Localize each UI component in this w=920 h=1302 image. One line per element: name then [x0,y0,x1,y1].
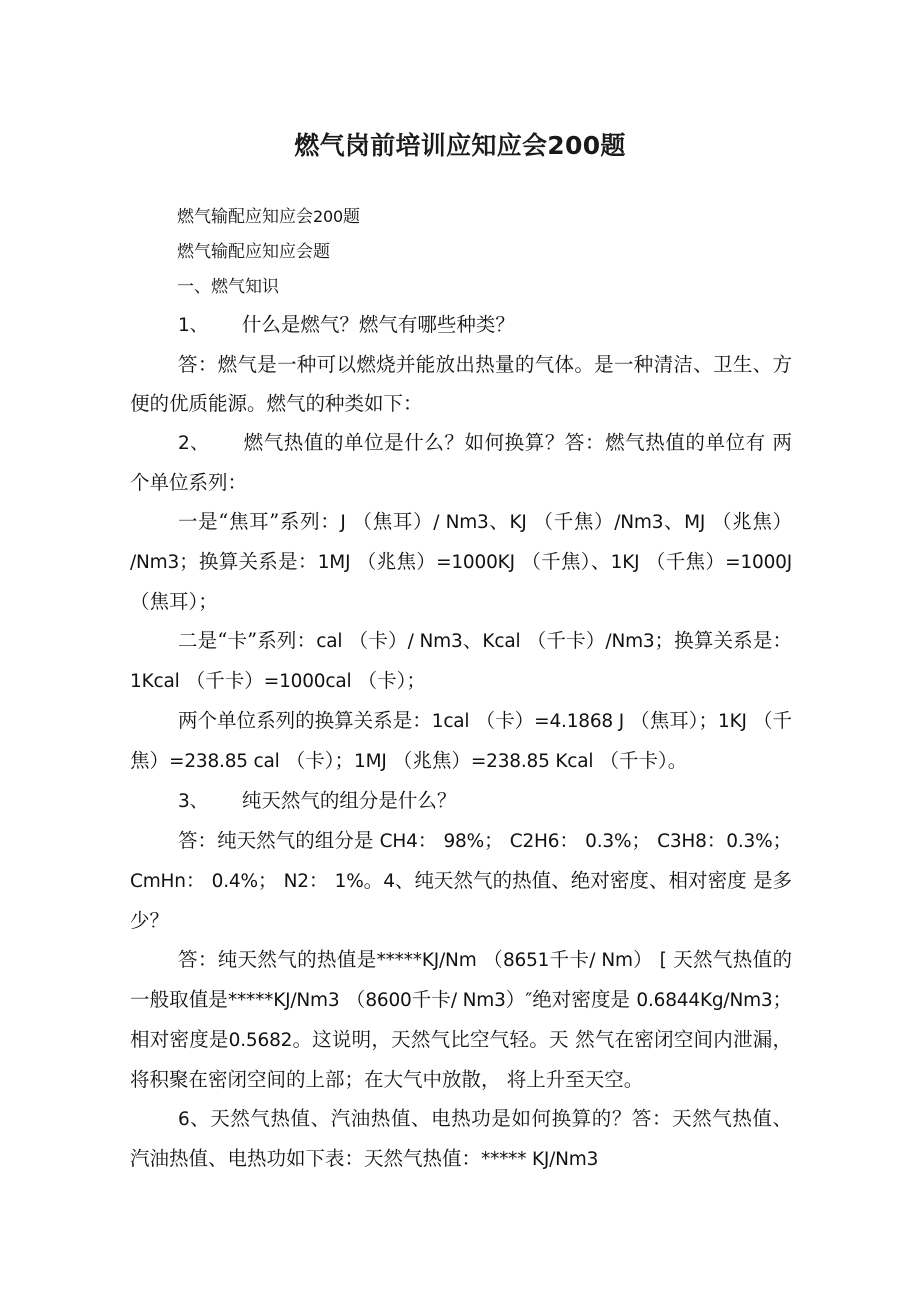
latin-run: =1000KJ [436,552,515,573]
latin-run: CH4 [379,831,418,852]
latin-run: 0.3% [726,831,773,852]
latin-run: C3H8 [657,831,707,852]
answer-3-composition: 答：纯天然气的组分是 CH4： 98%； C2H6： 0.3%； C3H8：0.3%； CmHn： 0.4%； N2： 1%。4、纯天然气的热值、绝对密度、相对密度 是多少？ [130,829,793,932]
latin-run: 1cal [431,711,470,732]
question-2-number: 2、 [178,433,210,454]
latin-run: /Nm3 [605,631,655,652]
latin-run: 1Kcal [130,671,180,692]
latin-run: ″ [525,990,533,1011]
question-1-text: 什么是燃气？燃气有哪些种类？ [241,313,515,336]
latin-run: Kcal [482,631,521,652]
document-body [130,199,792,1179]
latin-run: 0.6844Kg/Nm3 [636,990,773,1011]
latin-run: *****KJ/Nm3 [227,990,340,1011]
latin-run: 1KJ [718,711,747,732]
latin-run: MJ [684,512,706,533]
question-3-text: 纯天然气的组分是什么？ [241,789,457,812]
answer-4-heat-value: 答：纯天然气的热值是*****KJ/Nm （8651千卡/ Nm） [ 天然气热值的一般取值是*****KJ/Nm3 （8600千卡/ Nm3）″绝对密度是 0.6844Kg/Nm3；相对密度是0.5682。这说明，天然气比空气轻。天 然气在密闭空间内泄漏，将积聚在密闭空间的上部；在大气中放散， 将上升至天空。 [130,948,792,1091]
latin-run: =1000cal [263,671,352,692]
latin-run: cal [316,631,343,652]
latin-run: 8651 [502,950,550,971]
latin-run: C2H6 [509,831,560,852]
latin-run: =238.85 cal [169,751,280,772]
latin-run: / Nm3 [433,512,489,533]
latin-run: 200 [313,207,343,226]
latin-run: /Nm3 [130,552,180,573]
page-title: 燃气岗前培训应知应会200题 [294,130,626,160]
latin-run: N2 [283,871,309,892]
latin-run: 0.5682 [228,1030,293,1051]
latin-run: 1% [334,871,364,892]
question-3-number: 3、 [178,791,208,812]
latin-run: J [340,512,346,533]
latin-run: *****KJ/Nm [376,950,477,971]
answer-2-joule-series: 一是“焦耳”系列：J （焦耳）/ Nm3、KJ （千焦）/Nm3、MJ （兆焦） /Nm3；换算关系是：1MJ （兆焦）=1000KJ （千焦）、1KJ （千焦）=1000J （焦耳）； [130,510,792,613]
latin-run: =4.1868 J [534,711,624,732]
latin-run: /Nm3 [614,512,664,533]
question-6: 6、天然气热值、汽油热值、电热功是如何换算的？答：天然气热值、汽油热值、电热功如下表：天然气热值：***** KJ/Nm3 [130,1107,792,1170]
question-2-text: 燃气热值的单位是什么？如何换算？答：燃气热值的单位有 两个单位系列： [130,431,793,494]
latin-run: 0.3% [585,831,632,852]
latin-run: 6 [178,1109,190,1130]
lead-line-3: 一、燃气知识 [177,277,279,297]
latin-run: 8600 [365,990,412,1011]
latin-run: CmHn [130,871,186,892]
lead-line-1: 燃气输配应知应会200题 [177,207,360,227]
question-2 [130,423,792,502]
latin-run: / Nm3 [407,631,463,652]
latin-run: / Nm [589,950,633,971]
latin-run: / Nm3 [450,990,506,1011]
latin-run: 1MJ [317,552,351,573]
latin-run: =1000J [725,552,792,573]
latin-run: 1KJ [610,552,640,573]
question-3 [130,781,792,821]
answer-2-calorie-series: 二是“卡”系列：cal （卡）/ Nm3、Kcal （千卡）/Nm3；换算关系是：1Kcal （千卡）=1000cal （卡）； [130,629,792,692]
question-1 [130,305,792,345]
answer-1: 答：燃气是一种可以燃烧并能放出热量的气体。是一种清洁、卫生、方便的优质能源。燃气的种类如下： [130,353,792,415]
answer-2-conversion: 两个单位系列的换算关系是：1cal （卡）=4.1868 J （焦耳）；1KJ （千焦）=238.85 cal （卡）；1MJ （兆焦）=238.85 Kcal （千卡）。 [130,709,793,772]
latin-run: =238.85 Kcal [470,751,594,772]
latin-run: 98% [443,831,485,852]
latin-run: ***** KJ/Nm3 [481,1149,599,1170]
latin-run: 4 [383,871,395,892]
question-1-number: 1、 [178,315,208,336]
latin-run: [ [659,950,667,971]
latin-run: 0.4% [211,871,258,892]
latin-run: KJ [509,512,527,533]
lead-line-2: 燃气输配应知应会题 [177,242,330,262]
latin-run: 1MJ [354,751,387,772]
